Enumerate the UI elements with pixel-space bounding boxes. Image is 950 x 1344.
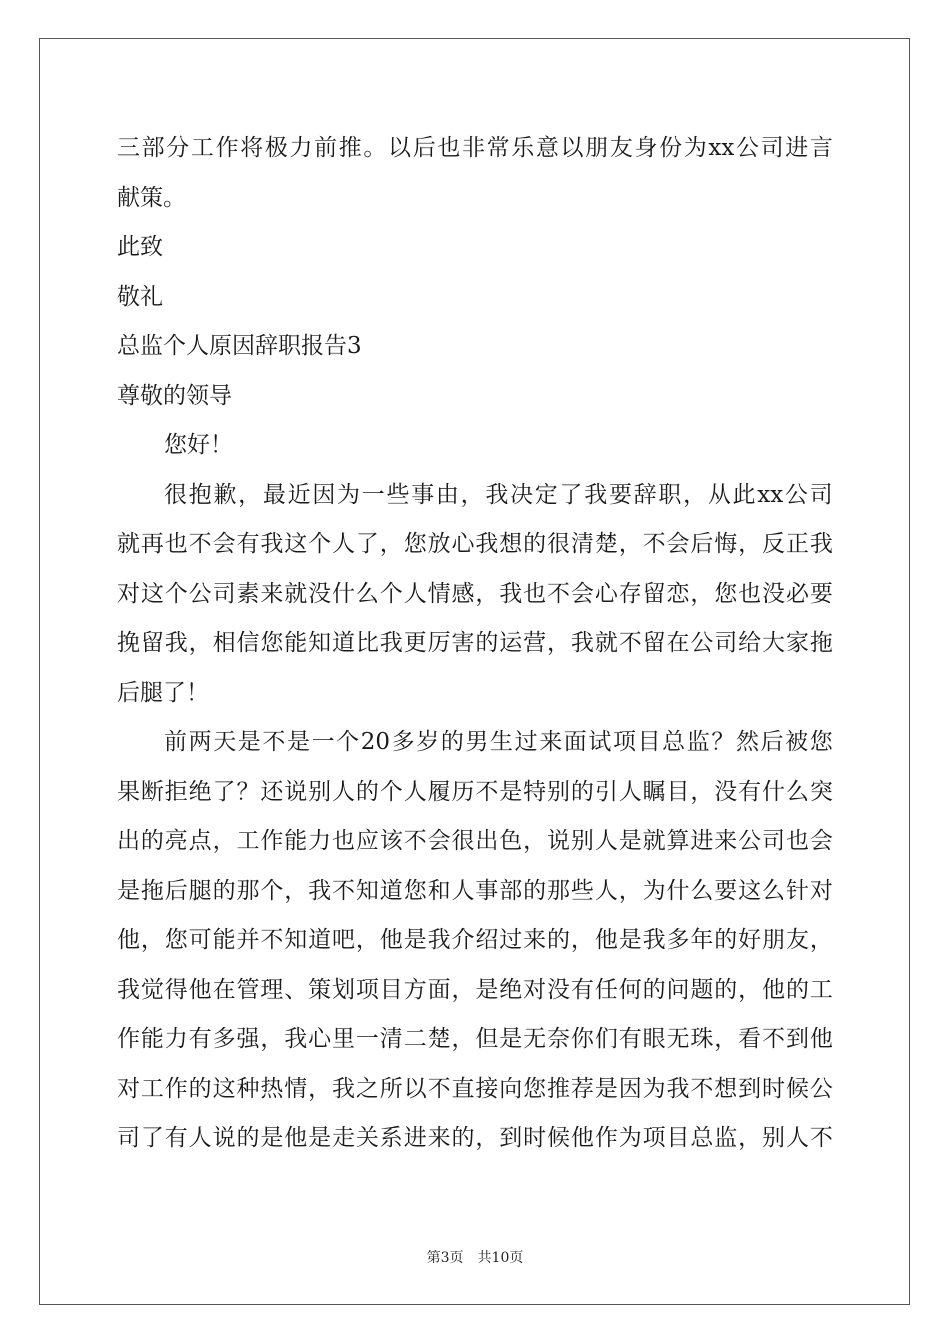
text-line: 总监个人原因辞职报告3 — [117, 333, 362, 359]
text-line: 献策。 — [117, 184, 186, 211]
text-line: 此致 — [117, 234, 163, 260]
text-line: 司 了 有 人 说 的 是 他 是 走 关 系 进 来 的 ， 到 时 候 他 作 为 项 目 总 监 ， 别 人 不 — [117, 1125, 833, 1151]
page-footer: 第3页 共10页 — [426, 1250, 524, 1266]
text-line: 就 再 也 不 会 有 我 这 个 人 了 ， 您 放 心 我 想 的 很 清 楚 ， 不 会 后 悔 ， 反 正 我 — [117, 531, 833, 557]
text-line: 挽 留 我 ， 相 信 您 能 知 道 比 我 更 厉 害 的 运 营 ， 我 就 不 留 在 公 司 给 大 家 拖 — [117, 630, 833, 656]
text-line: 对 这 个 公 司 素 来 就 没 什 么 个 人 情 感 ， 我 也 不 会 心 存 留 恋 ， 您 也 没 必 要 — [117, 580, 833, 607]
text-line: 敬礼 — [117, 283, 163, 310]
text-line: 尊敬的领导 — [117, 382, 232, 409]
text-line: 是 拖 后 腿 的 那 个 ， 我 不 知 道 您 和 人 事 部 的 那 些 人 ， 为 什 么 要 这 么 针 对 — [117, 877, 833, 904]
text-line: 您好！ — [164, 432, 233, 458]
text-line: 我 觉 得 他 在 管 理 、 策 划 项 目 方 面 ， 是 绝 对 没 有 任 何 的 问 题 的 ， 他 的 工 — [117, 976, 833, 1003]
text-line: 很 抱 歉 ， 最 近 因 为 一 些 事 由 ， 我 决 定 了 我 要 辞 职 ， 从 此 xx 公 司 — [164, 481, 833, 508]
text-line: 作 能 力 有 多 强 ， 我 心 里 一 清 二 楚 ， 但 是 无 奈 你 们 有 眼 无 珠 ， 看 不 到 他 — [117, 1026, 833, 1052]
text-line: 他 ， 您 可 能 并 不 知 道 吧 ， 他 是 我 介 绍 过 来 的 ， 他 是 我 多 年 的 好 朋 友 ， — [117, 927, 833, 953]
text-line: 果 断 拒 绝 了 ？ 还 说 别 人 的 个 人 履 历 不 是 特 别 的 引 人 瞩 目 ， 没 有 什 么 突 — [117, 778, 833, 805]
text-line: 出 的 亮 点 ， 工 作 能 力 也 应 该 不 会 很 出 色 ， 说 别 人 是 就 算 进 来 公 司 也 会 — [117, 828, 833, 854]
text-line: 后腿了！ — [117, 679, 209, 706]
document-body — [117, 124, 833, 1164]
text-line: 对 工 作 的 这 种 热 情 ， 我 之 所 以 不 直 接 向 您 推 荐 是 因 为 我 不 想 到 时 候 公 — [117, 1075, 833, 1102]
text-line: 前 两 天 是 不 是 一 个 20 多 岁 的 男 生 过 来 面 试 项 目 总 监 ？ 然 后 被 您 — [164, 729, 833, 755]
text-line: 三 部 分 工 作 将 极 力 前 推 。 以 后 也 非 常 乐 意 以 朋 友 身 份 为 xx 公 司 进 言 — [117, 135, 833, 161]
